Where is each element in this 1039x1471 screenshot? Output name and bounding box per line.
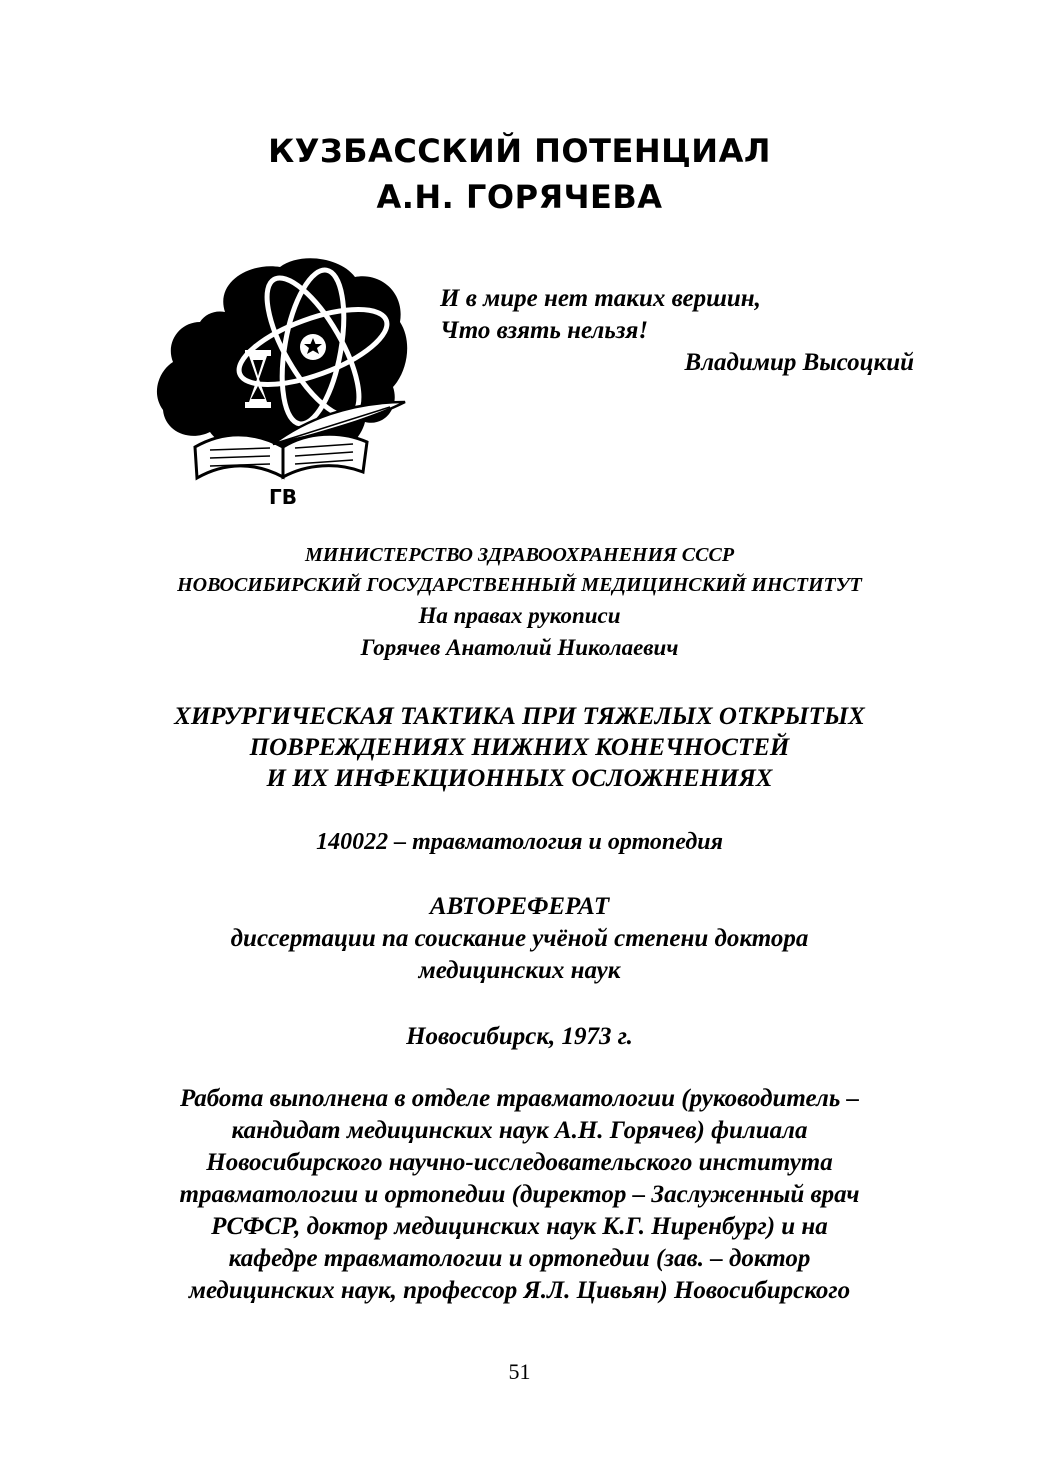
thesis-title-line: И ИХ ИНФЕКЦИОННЫХ ОСЛОЖНЕНИЯХ [266,765,773,792]
paragraph-line: Новосибирского научно-исследовательского института [206,1149,833,1176]
abstract-line: медицинских наук [418,957,621,984]
paragraph-line: кандидат медицинских наук А.Н. Горячев) филиала [231,1117,808,1144]
abstract-line: диссертации па соискание учёной степени доктора [230,925,809,952]
paragraph-line: кафедре травматологии и ортопедии (зав. – доктор [228,1245,811,1272]
work-paragraph [0,1083,1039,1307]
manuscript-rights: На правах рукописи [418,603,621,628]
thesis-title-line: ПОВРЕЖДЕНИЯХ НИЖНИХ КОНЕЧНОСТЕЙ [249,734,790,761]
paragraph-line: РСФСР, доктор медицинских наук К.Г. Ниренбург) и на [211,1213,828,1240]
thesis-title [0,701,1039,794]
paragraph-line: медицинских наук, профессор Я.Л. Цивьян) Новосибирского [188,1277,851,1304]
page-title [0,128,1039,220]
title-line: КУЗБАССКИЙ ПОТЕНЦИАЛ [268,132,771,170]
ministry-block [0,540,1039,664]
author-name: Горячев Анатолий Николаевич [360,635,679,660]
abstract-block [0,891,1039,987]
emblem-monogram: ГВ [269,485,297,509]
specialty-code: 140022 – травматология и ортопедия [316,829,723,855]
epigraph-line: Что взять нельзя! [440,317,649,344]
title-line: А.Н. ГОРЯЧЕВА [376,178,663,216]
institute-name: НОВОСИБИРСКИЙ ГОСУДАРСТВЕННЫЙ МЕДИЦИНСКИЙ ИНСТИТУТ [177,574,862,596]
ministry-name: МИНИСТЕРСТВО ЗДРАВООХРАНЕНИЯ СССР [304,544,735,566]
epigraph-line: И в мире нет таких вершин, [440,285,761,312]
place-year: Новосибирск, 1973 г. [406,1023,633,1050]
atom-hourglass-book-quill-emblem-icon [155,252,415,512]
page-number: 51 [508,1359,531,1384]
epigraph-author: Владимир Высоцкий [684,349,914,376]
abstract-heading: АВТОРЕФЕРАТ [429,893,610,920]
thesis-title-line: ХИРУРГИЧЕСКАЯ ТАКТИКА ПРИ ТЯЖЕЛЫХ ОТКРЫТЫХ [174,703,865,730]
paragraph-line: Работа выполнена в отделе травматологии (руководитель – [179,1085,860,1112]
epigraph [440,283,920,379]
paragraph-line: травматологии и ортопедии (директор – Заслуженный врач [179,1181,860,1208]
